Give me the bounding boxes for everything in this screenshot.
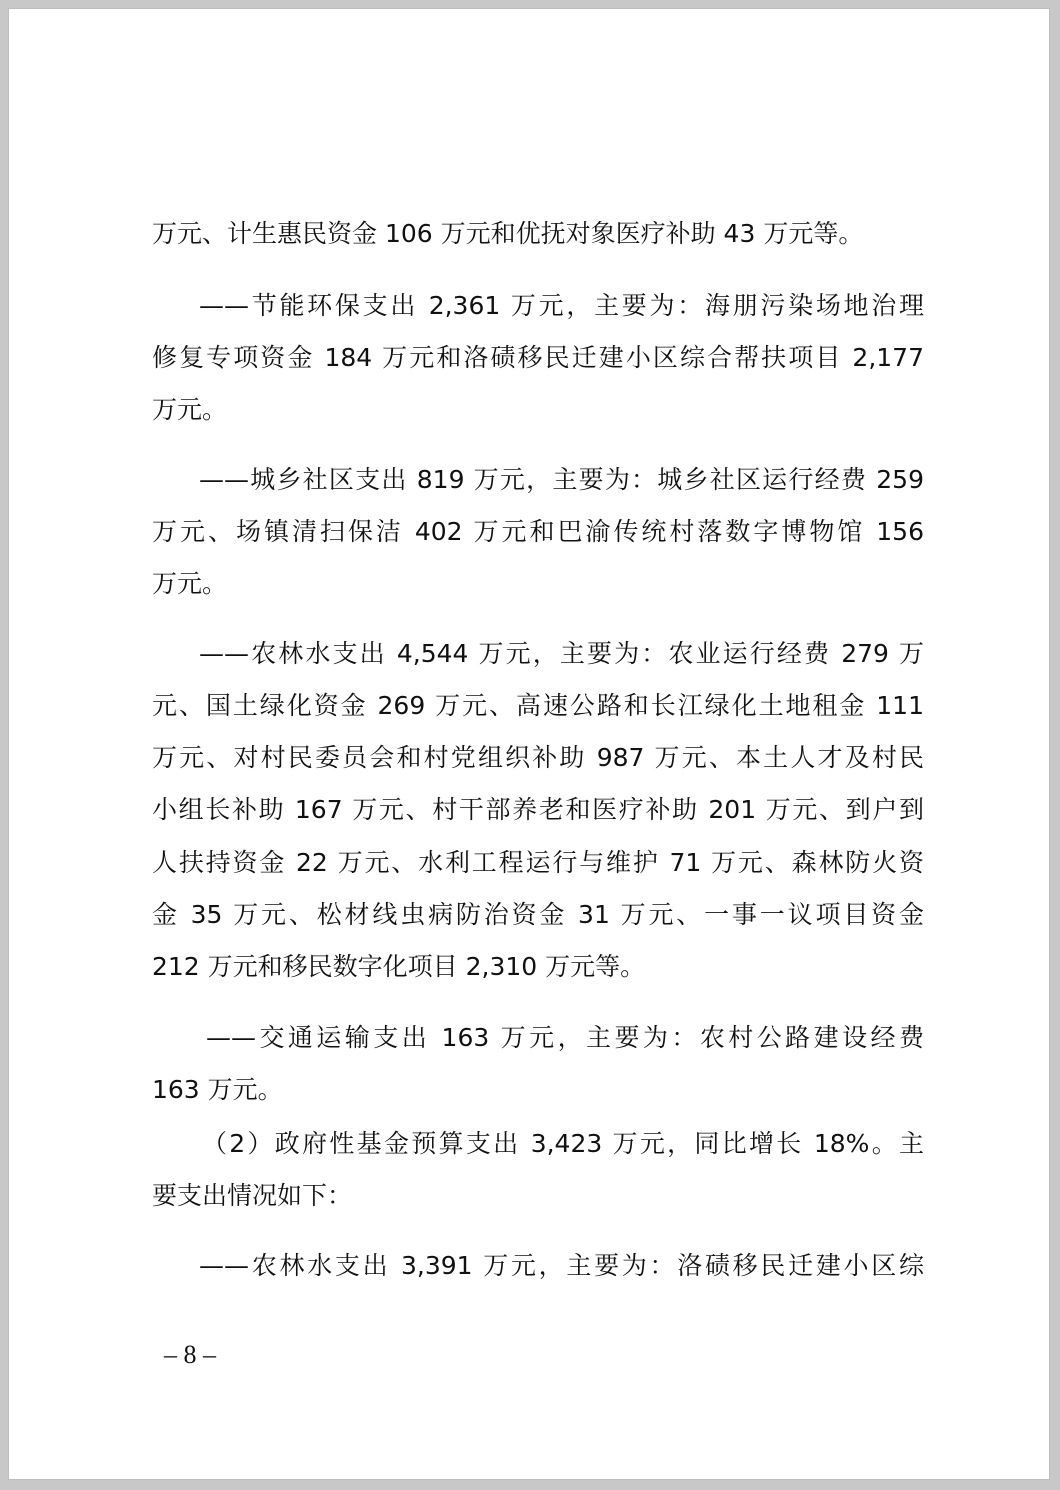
text-line: 163 万元。: [152, 1075, 283, 1104]
text-line: 金 35 万元、松材线虫病防治资金 31 万元、一事一议项目资金: [152, 900, 924, 929]
document-page: [8, 8, 1050, 1480]
text-line: 万元、场镇清扫保洁 402 万元和巴渝传统村落数字博物馆 156: [152, 517, 924, 546]
text-line: ——城乡社区支出 819 万元，主要为：城乡社区运行经费 259: [199, 465, 924, 494]
text-line: 人扶持资金 22 万元、水利工程运行与维护 71 万元、森林防火资: [152, 848, 924, 877]
text-line: （2）政府性基金预算支出 3,423 万元，同比增长 18%。主: [202, 1129, 924, 1158]
text-line: 万元、计生惠民资金 106 万元和优抚对象医疗补助 43 万元等。: [152, 219, 864, 248]
text-line: 万元。: [152, 395, 228, 424]
page-number: – 8 –: [164, 1340, 216, 1369]
text-line: ——农林水支出 3,391 万元，主要为：洛碛移民迁建小区综: [199, 1251, 924, 1280]
text-line: 万元、对村民委员会和村党组织补助 987 万元、本土人才及村民: [152, 743, 924, 772]
text-line: 要支出情况如下：: [152, 1181, 353, 1210]
text-line: ——节能环保支出 2,361 万元，主要为：海朋污染场地治理: [199, 291, 924, 320]
text-line: 小组长补助 167 万元、村干部养老和医疗补助 201 万元、到户到: [152, 795, 924, 824]
text-line: ——交通运输支出 163 万元，主要为：农村公路建设经费: [206, 1023, 924, 1052]
text-line: ——农林水支出 4,544 万元，主要为：农业运行经费 279 万: [199, 639, 924, 668]
text-line: 修复专项资金 184 万元和洛碛移民迁建小区综合帮扶项目 2,177: [152, 343, 924, 372]
text-line: 元、国土绿化资金 269 万元、高速公路和长江绿化土地租金 111: [152, 691, 924, 720]
text-line: 万元。: [152, 569, 228, 598]
text-line: 212 万元和移民数字化项目 2,310 万元等。: [152, 952, 646, 981]
